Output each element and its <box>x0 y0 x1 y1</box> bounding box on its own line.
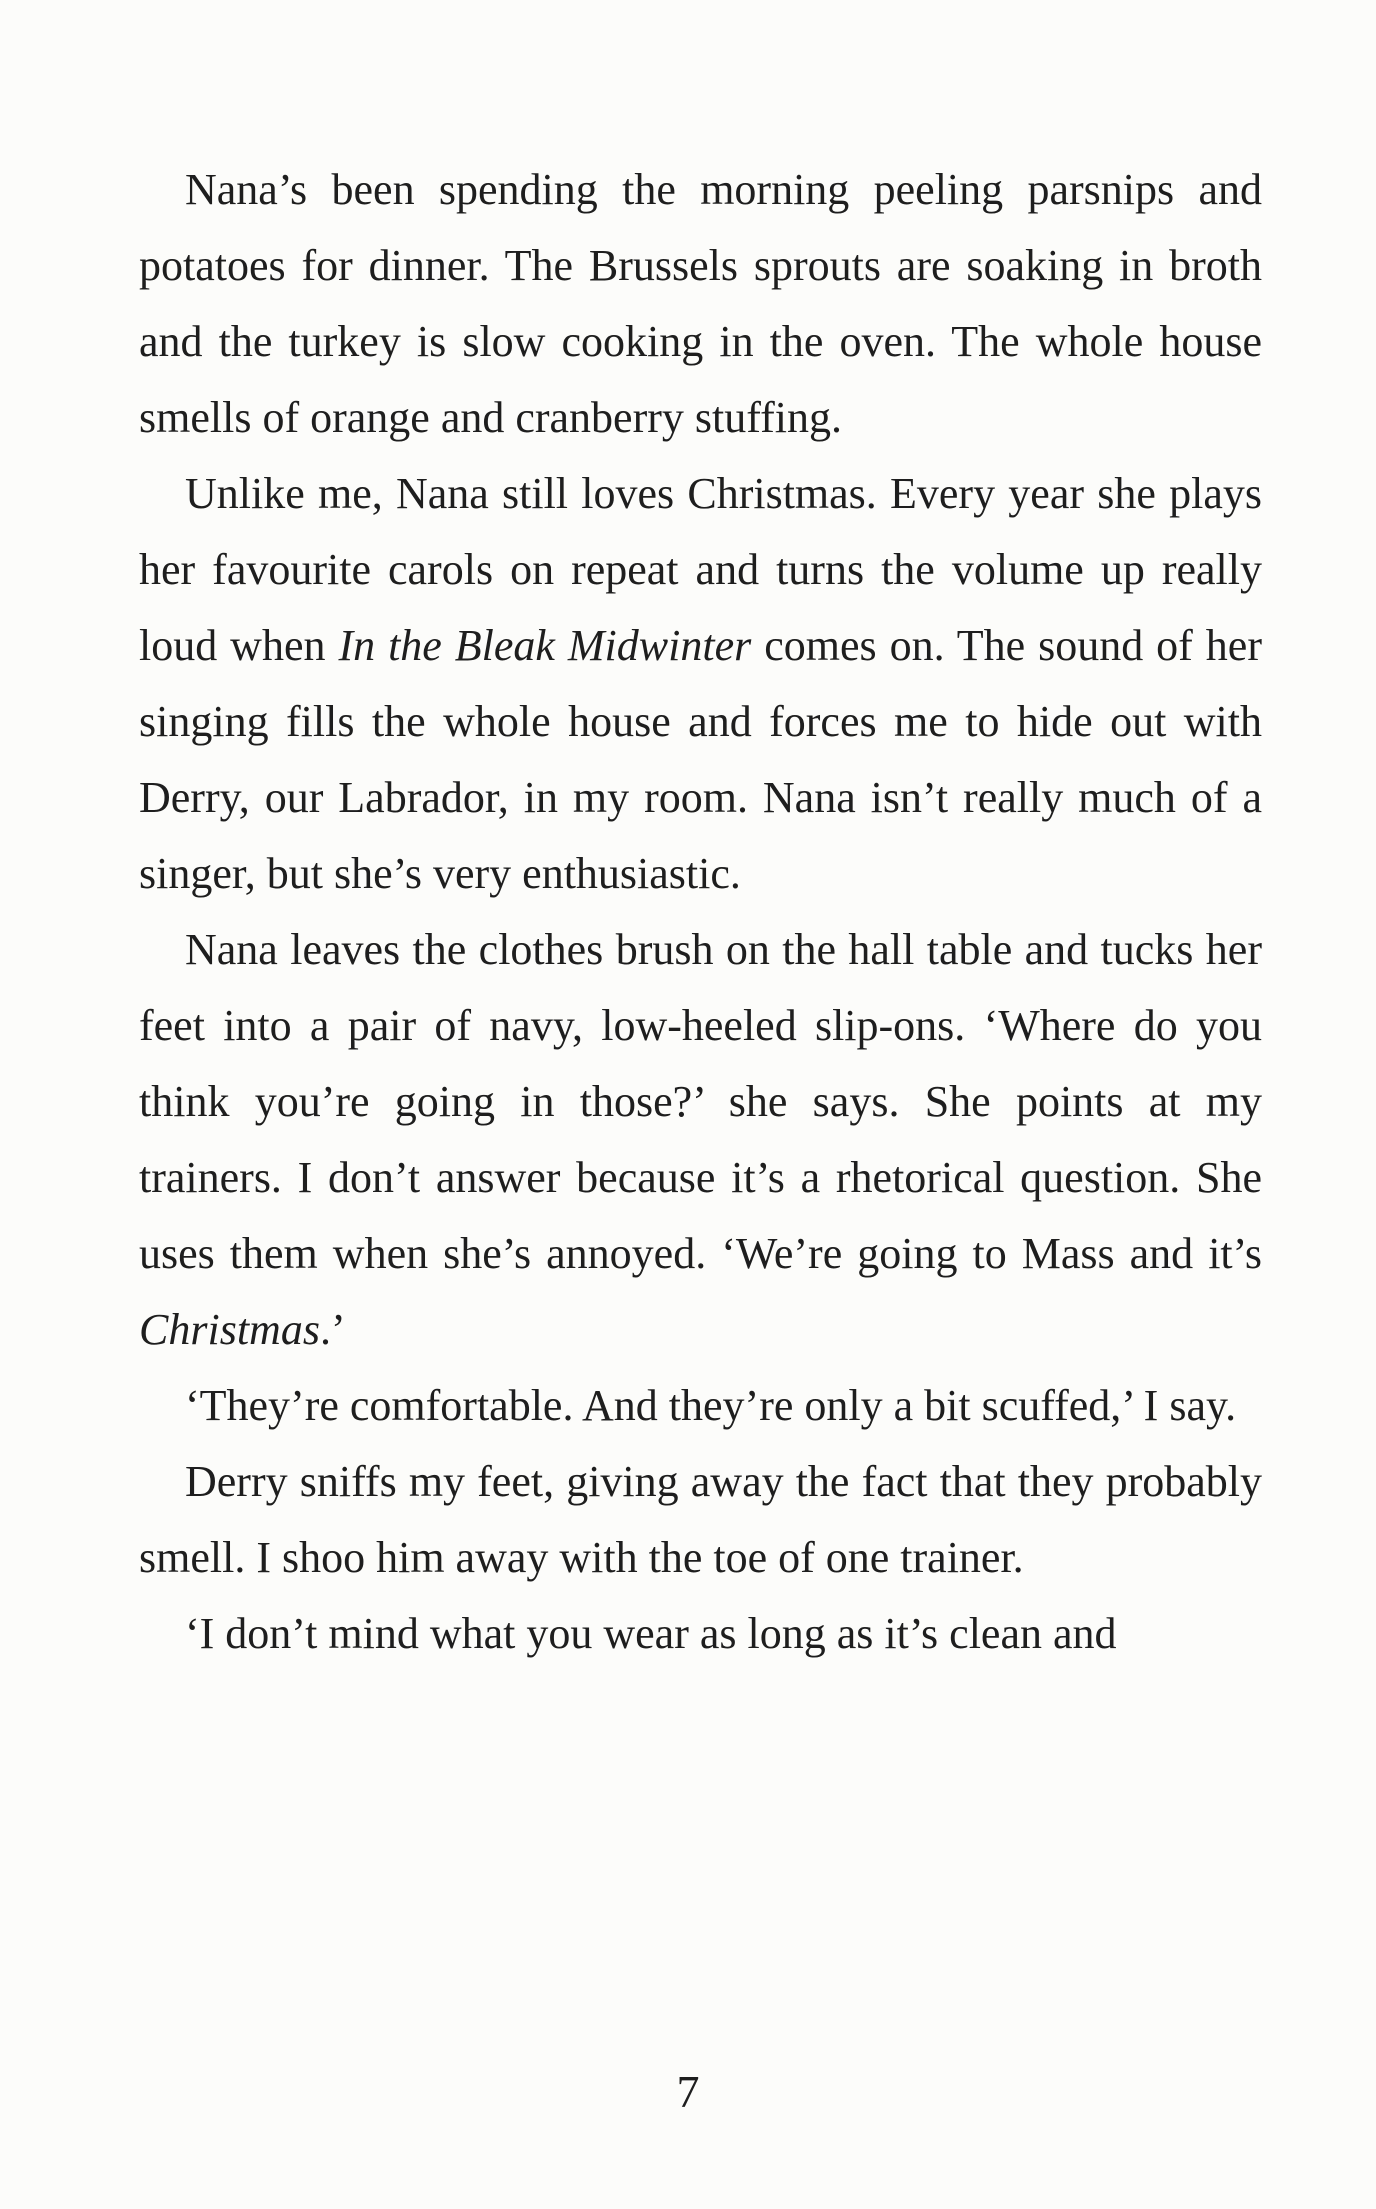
paragraph <box>139 1444 1262 1596</box>
paragraph <box>139 456 1262 912</box>
song-title: In the Bleak Midwinter <box>338 621 752 670</box>
page-number: 7 <box>676 2066 700 2117</box>
paragraph <box>139 1368 1262 1444</box>
paragraph-text: Nana leaves the clothes brush on the hall table and tucks her feet into a pair of navy, low-heeled slip-ons. ‘Where do you think you’re going in those?’ she says. She points at my trainers. I don’t answer because it’s a rhetorical question. She uses them when she’s annoyed. ‘We’re going to Mass and it’s <box>139 925 1262 1278</box>
paragraph <box>139 152 1262 456</box>
emphasis-text: Christmas <box>139 1305 320 1354</box>
paragraph-text: ‘They’re comfortable. And they’re only a bit scuffed,’ I say. <box>185 1381 1237 1430</box>
paragraph-text: comes on. The sound of her singing fills the whole house and forces me to hide out with Derry, our Labrador, in my room. Nana isn’t really much of a singer, but she’s very enthusiastic. <box>139 621 1262 898</box>
paragraph-text: Nana’s been spending the morning peeling parsnips and potatoes for dinner. The Brussels sprouts are soaking in broth and the turkey is slow cooking in the oven. The whole house smells of orange and cranberry stuffing. <box>139 165 1262 442</box>
paragraph <box>139 912 1262 1368</box>
book-page-body <box>139 152 1262 1672</box>
paragraph-text: Derry sniffs my feet, giving away the fact that they probably smell. I shoo him away with the toe of one trainer. <box>139 1457 1262 1582</box>
paragraph <box>139 1596 1262 1672</box>
paragraph-text: .’ <box>319 1305 346 1354</box>
paragraph-text: Unlike me, Nana still loves Christmas. Every year she plays her favourite carols on repeat and turns the volume up really loud when <box>139 469 1262 670</box>
paragraph-text: ‘I don’t mind what you wear as long as it’s clean and <box>185 1609 1117 1658</box>
